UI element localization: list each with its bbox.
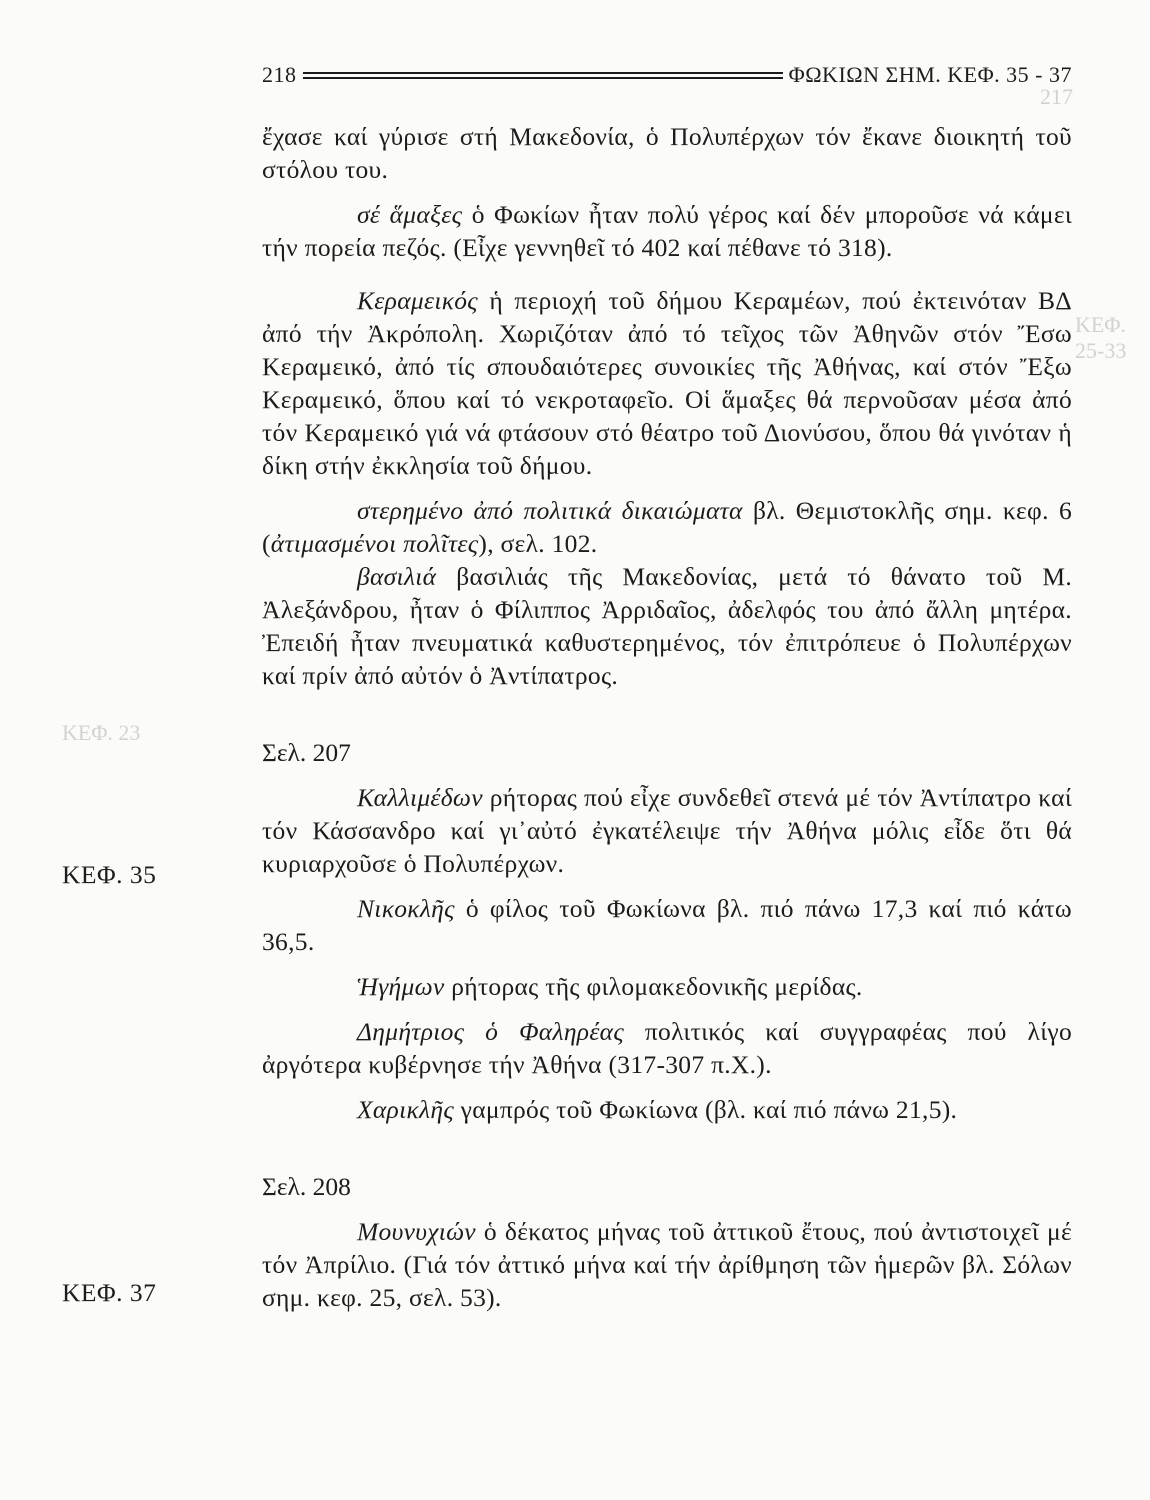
note-paragraph [262, 198, 1072, 264]
note-text: ἔχασε καί γύρισε στή Μακεδονία, ὁ Πολυπέρχων τόν ἔκανε διοικητή τοῦ στόλου του. [262, 122, 1072, 184]
note-text: ἡ περιοχή τοῦ δήμου Κεραμέων, πού ἐκτεινόταν ΒΔ ἀπό τήν Ἀκρόπολη. Χωριζόταν ἀπό τό τεῖχος τῶν Ἀθηνῶν στόν Ἔσω Κεραμεικό, ἀπό τίς σπουδαιότερες συνοικίες τῆς Ἀθήνας, καί στόν Ἔξω Κεραμεικό, ὅπου καί τό νεκροταφεῖο. Οἱ ἅμαξες θά περνοῦσαν μέσα ἀπό τόν Κεραμεικό γιά νά φτάσουν στό θέατρο τοῦ Διονύσου, ὅπου θά γινόταν ἡ δίκη στήν ἐκκλησία τοῦ δήμου. [262, 286, 1072, 480]
note-paragraph [262, 781, 1072, 880]
bleed-through-margin-note: ΚΕΦ. 25-33 [1075, 312, 1127, 363]
commentary-body [262, 120, 1072, 1314]
note-text: ), σελ. 102. [478, 529, 598, 558]
note-text: βλ. Θεμιστοκλῆς σημ. κεφ. 6 ( [262, 496, 1073, 558]
lemma: στερημένο ἀπό πολιτικά δικαιώματα [357, 496, 743, 525]
page-reference-heading-207: Σελ. 207 [262, 738, 351, 767]
page-number: 218 [262, 62, 297, 87]
lemma: Νικοκλῆς [357, 894, 455, 923]
header-double-rule [303, 72, 783, 79]
note-paragraph [262, 120, 1072, 186]
lemma: Ἡγήμων [357, 972, 445, 1001]
lemma-reference: ἀτιμασμένοι πολῖτες [270, 529, 479, 558]
note-paragraph [262, 284, 1072, 482]
margin-chapter-37: ΚΕΦ. 37 [62, 1278, 157, 1307]
lemma: Δημήτριος ὁ Φαληρέας [357, 1017, 624, 1046]
note-paragraph [262, 970, 1072, 1003]
lemma: Μουνυχιών [357, 1217, 476, 1246]
lemma: Κεραμεικός [357, 286, 478, 315]
page-reference-heading-208: Σελ. 208 [262, 1172, 351, 1201]
note-paragraph [262, 1093, 1072, 1126]
note-paragraph [262, 1215, 1072, 1314]
running-header [262, 58, 1072, 92]
note-text: ρήτορας πού εἶχε συνδεθεῖ στενά μέ τόν Ἀντίπατρο καί τόν Κάσσανδρο καί γι᾽αὐτό ἐγκατέλειψε τήν Ἀθήνα μόλις εἶδε ὅτι θά κυριαρχοῦσε ὁ Πολυπέρχων. [262, 783, 1072, 878]
note-text: βασιλιάς τῆς Μακεδονίας, μετά τό θάνατο τοῦ Μ. Ἀλεξάνδρου, ἦταν ὁ Φίλιππος Ἀρριδαῖος, ἀδελφός του ἀπό ἄλλη μητέρα. Ἐπειδή ἦταν πνευματικά καθυστερημένος, τόν ἐπιτρόπευε ὁ Πολυπέρχων καί πρίν ἀπό αὐτόν ὁ Ἀντίπατρος. [262, 562, 1072, 690]
bleed-through-margin-note-2: ΚΕΦ. 23 [62, 720, 141, 745]
running-title: ΦΩΚΙΩΝ ΣΗΜ. ΚΕΦ. 35 - 37 [788, 62, 1072, 87]
note-text: ὁ δέκατος μήνας τοῦ ἀττικοῦ ἔτους, πού ἀντιστοιχεῖ μέ τόν Ἀπρίλιο. (Γιά τόν ἀττικό μήνα καί τήν ἀρίθμηση τῶν ἡμερῶν βλ. Σόλων σημ. κεφ. 25, σελ. 53). [262, 1217, 1072, 1312]
lemma: βασιλιά [357, 562, 437, 591]
note-text: ὁ φίλος τοῦ Φωκίωνα βλ. πιό πάνω 17,3 καί πιό κάτω 36,5. [262, 894, 1072, 956]
note-paragraph [262, 494, 1072, 560]
note-paragraph [262, 892, 1072, 958]
note-text: γαμπρός τοῦ Φωκίωνα (βλ. καί πιό πάνω 21,5). [453, 1095, 958, 1124]
note-paragraph [262, 1015, 1072, 1081]
margin-chapter-35: ΚΕΦ. 35 [62, 860, 157, 889]
lemma: Χαρικλῆς [357, 1095, 454, 1124]
note-text: πολιτικός καί συγγραφέας πού λίγο ἀργότερα κυβέρνησε τήν Ἀθήνα (317-307 π.Χ.). [262, 1017, 1072, 1079]
note-text: ὁ Φωκίων ἦταν πολύ γέρος καί δέν μποροῦσε νά κάμει τήν πορεία πεζός. (Εἶχε γεννηθεῖ τό 402 καί πέθανε τό 318). [262, 200, 1072, 262]
bleed-through-page-number: 217 [1040, 84, 1073, 109]
lemma: Καλλιμέδων [357, 783, 483, 812]
note-paragraph [262, 560, 1072, 692]
note-text: ρήτορας τῆς φιλομακεδονικῆς μερίδας. [444, 972, 863, 1001]
lemma: σέ ἅμαξες [357, 200, 463, 229]
